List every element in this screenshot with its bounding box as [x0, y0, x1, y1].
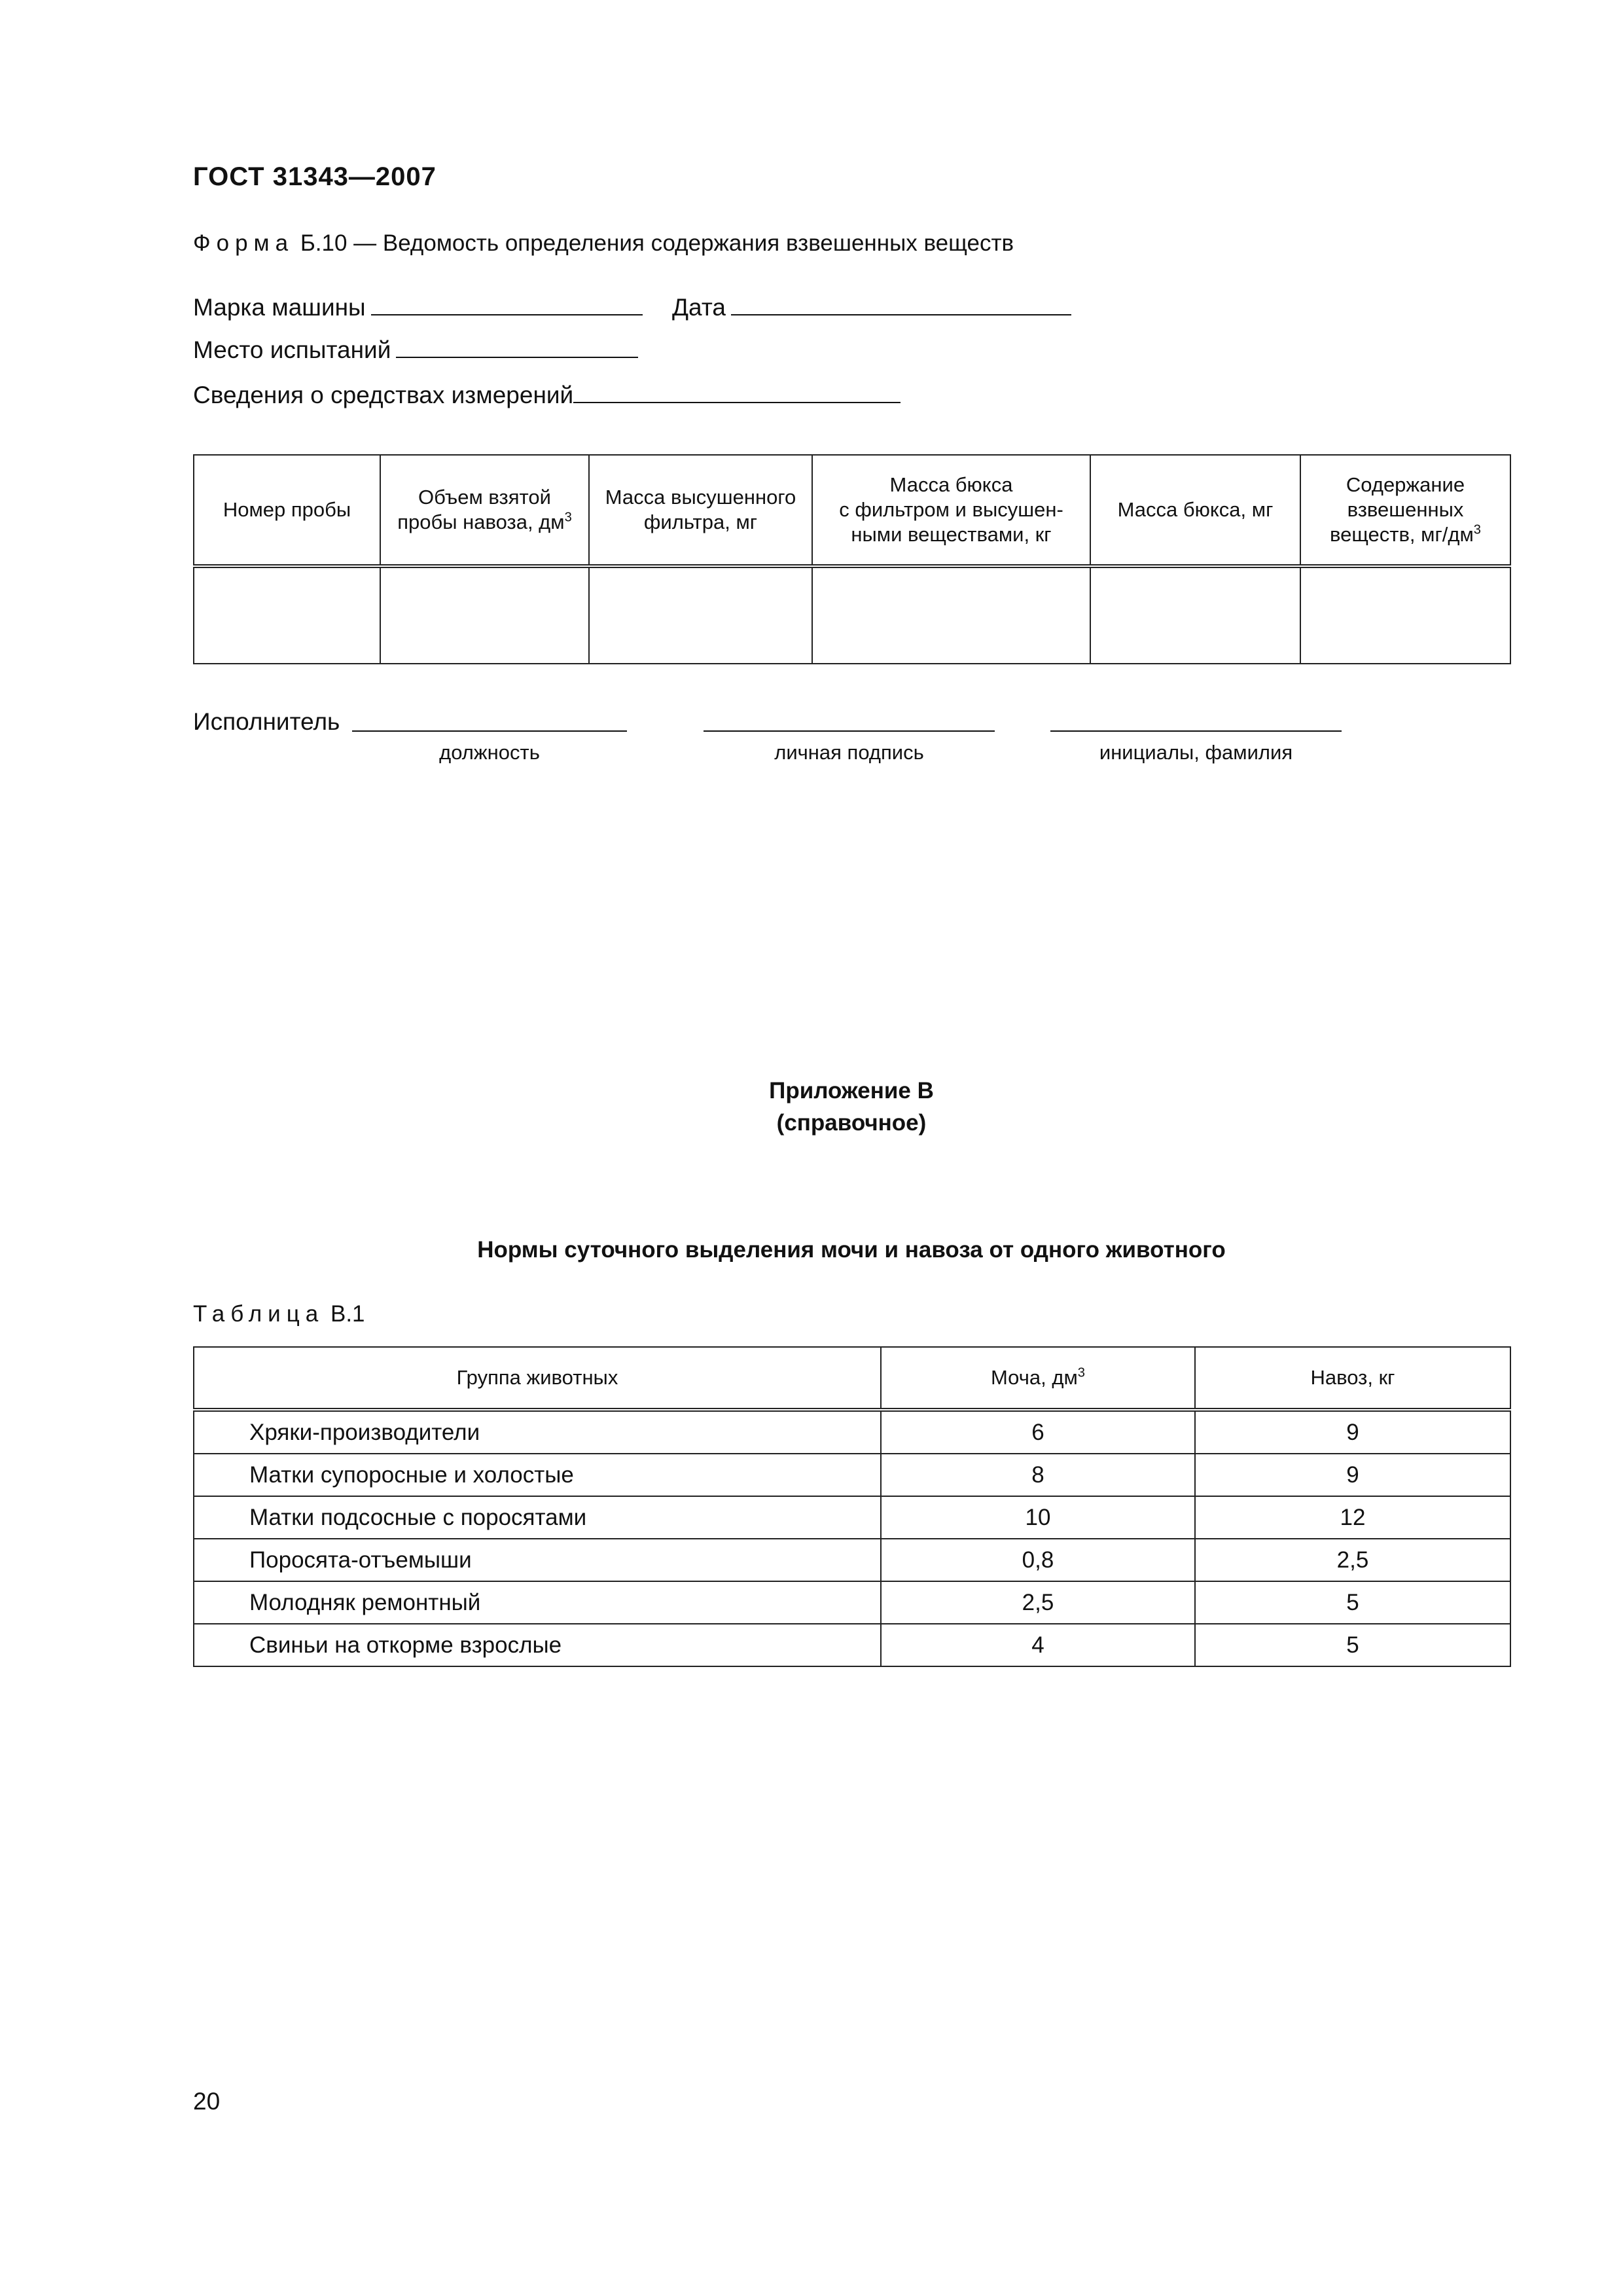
urine-cell: 0,8 — [881, 1539, 1195, 1581]
urine-cell: 6 — [881, 1410, 1195, 1454]
table-row — [194, 1496, 1510, 1539]
norms-table-header-manure: Навоз, кг — [1195, 1347, 1510, 1410]
table-label-prefix: Таблица — [193, 1301, 325, 1327]
animal-group-cell: Молодняк ремонтный — [194, 1581, 881, 1624]
manure-cell: 5 — [1195, 1624, 1510, 1666]
table-label — [193, 1301, 365, 1327]
place-field — [193, 334, 638, 364]
animal-group-cell: Поросята-отъемыши — [194, 1539, 881, 1581]
form-table — [193, 454, 1511, 664]
initials-signature-line[interactable] — [1050, 729, 1342, 732]
document-code: ГОСТ 31343—2007 — [193, 162, 437, 191]
urine-cell: 10 — [881, 1496, 1195, 1539]
manure-cell: 12 — [1195, 1496, 1510, 1539]
table-row — [194, 1624, 1510, 1666]
date-field — [672, 292, 1071, 321]
table-row — [194, 1454, 1510, 1496]
manure-cell: 2,5 — [1195, 1539, 1510, 1581]
page-number: 20 — [193, 2088, 221, 2115]
place-input-line[interactable] — [396, 334, 638, 358]
form-table-cell[interactable] — [380, 566, 589, 664]
form-title-text: Б.10 — Ведомость определения содержания взвешенных веществ — [300, 230, 1014, 256]
machine-input-line[interactable] — [371, 292, 643, 315]
animal-group-cell: Матки подсосные с поросятами — [194, 1496, 881, 1539]
initials-caption: инициалы, фамилия — [1099, 741, 1293, 764]
form-table-header: Масса бюкса, мг — [1090, 455, 1300, 566]
personal-signature-caption: личная подпись — [774, 741, 924, 764]
date-input-line[interactable] — [731, 292, 1071, 315]
appendix-subtitle: (справочное) — [776, 1110, 927, 1136]
position-caption: должность — [439, 741, 540, 764]
form-table-cell[interactable] — [194, 566, 380, 664]
norms-table-header-urine: Моча, $дм^3$ — [881, 1347, 1195, 1410]
norms-table-header-group: Группа животных — [194, 1347, 881, 1410]
instruments-field — [193, 380, 901, 409]
manure-cell: 9 — [1195, 1454, 1510, 1496]
executor-label: Исполнитель — [193, 708, 340, 735]
date-label: Дата — [672, 294, 726, 321]
table-row — [194, 1539, 1510, 1581]
machine-field — [193, 292, 643, 321]
instruments-input-line[interactable] — [573, 380, 901, 403]
norms-table — [193, 1346, 1511, 1667]
form-table-header: Объем взятой пробы навоза, $дм^3$ — [380, 455, 589, 566]
animal-group-cell: Свиньи на откорме взрослые — [194, 1624, 881, 1666]
appendix-title: Приложение В — [769, 1078, 934, 1103]
form-title-prefix: Форма — [193, 230, 294, 256]
machine-label: Марка машины — [193, 294, 366, 321]
manure-cell: 9 — [1195, 1410, 1510, 1454]
table-row — [194, 1410, 1510, 1454]
form-table-header: Номер пробы — [194, 455, 380, 566]
form-table-cell[interactable] — [1300, 566, 1510, 664]
form-table-header: Масса высушенного фильтра, мг — [589, 455, 812, 566]
form-table-header: Содержание взвешенных веществ, $мг/дм^3$ — [1300, 455, 1510, 566]
urine-cell: 8 — [881, 1454, 1195, 1496]
manure-cell: 5 — [1195, 1581, 1510, 1624]
form-table-empty-row — [194, 566, 1510, 664]
form-table-header-row — [194, 455, 1510, 566]
position-signature-line[interactable] — [352, 729, 627, 732]
urine-cell: 4 — [881, 1624, 1195, 1666]
instruments-label: Сведения о средствах измерений — [193, 382, 574, 408]
table-label-number: В.1 — [330, 1301, 365, 1327]
form-table-header: Масса бюкса с фильтром и высушен- ными веществами, кг — [812, 455, 1090, 566]
urine-cell: 2,5 — [881, 1581, 1195, 1624]
norms-table-header-row — [194, 1347, 1510, 1410]
personal-signature-line[interactable] — [704, 729, 995, 732]
form-table-cell[interactable] — [1090, 566, 1300, 664]
animal-group-cell: Матки супоросные и холостые — [194, 1454, 881, 1496]
animal-group-cell: Хряки-производители — [194, 1410, 881, 1454]
form-title — [193, 230, 1014, 257]
form-table-cell[interactable] — [812, 566, 1090, 664]
table-row — [194, 1581, 1510, 1624]
appendix-heading: Нормы суточного выделения мочи и навоза от одного животного — [477, 1237, 1226, 1263]
form-table-cell[interactable] — [589, 566, 812, 664]
place-label: Место испытаний — [193, 336, 391, 363]
